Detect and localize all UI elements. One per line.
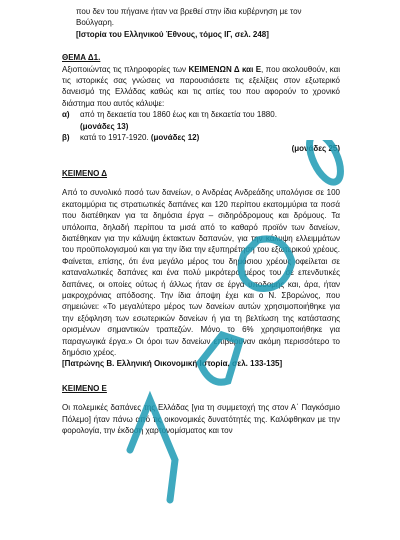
question-b-text <box>80 132 340 143</box>
theme-intro-a: Αξιοποιώντας τις πληροφορίες των <box>62 64 189 74</box>
question-a <box>62 109 340 132</box>
top-source: [Ιστορία του Ελληνικού Έθνους, τόμος ΙΓ, σελ. 248] <box>76 29 269 39</box>
question-a-text <box>80 109 340 132</box>
question-b <box>62 132 340 143</box>
text-d-source: [Πατρώνης Β. Ελληνική Οικονομική Ιστορία, σελ. 133-135] <box>62 359 283 369</box>
theme-intro-c: , που ακολουθούν, και τις ιστορικές σας γνώσεις να παρουσιάσετε τις εξελίξεις στον εξωτερικό δανεισμό της Ελλάδας καθώς και τις αιτίες του που αφορούν το χρονικό διάστημα που αυτός κάλυψε: <box>62 64 340 108</box>
question-a-body: από τη δεκαετία του 1860 έως και τη δεκαετία του 1880. <box>80 110 277 120</box>
theme-intro-b: ΚΕΙΜΕΝΩΝ Δ και Ε <box>188 64 262 74</box>
question-b-marks: (μονάδες 12) <box>150 133 200 143</box>
text-e-body: Οι πολεμικές δαπάνες της Ελλάδας [για τη συμμετοχή της στον Α΄ Παγκόσμιο Πόλεμο] ήταν πάνω από τις οικονομικές δυνατότητές της. Καλύφθηκαν με την φορολογία, την έκδοση χαρτονομίσματος και τον <box>62 403 340 435</box>
text-d-body: Από το συνολικό ποσό των δανείων, ο Ανδρέας Ανδρεάδης υπολόγισε σε 100 εκατομμύρια τις στρατιωτικές δαπάνες και 120 περίπου εκατομμύρια τα ποσά που διατέθηκαν για τα δημόσια έργα – σιδηρόδρομους και δρόμους. Τα υπόλοιπα, δηλαδή περίπου τα μισά από το καθαρό προϊόν των δανείων, διατέθηκαν για την κάλυψη έκτακτων δαπανών, για την κάλυψη ελλειμμάτων του προϋπολογισμού και για την ίδια την εξυπηρέτηση του εξωτερικού χρέους. Φαίνεται, επίσης, ότι ένα μεγάλο μέρος του δημόσιου χρέους οφείλεται σε καταναλωτικές δαπάνες και ένα πολύ μικρότερο μέρος του σε επενδυτικές δαπάνες, οι οποίες ούτως ή άλλως ήταν σε έργα υποδομής και, άρα, ήταν μακροχρόνιας απόδοσης. Την ίδια άποψη έχει και ο Ν. Σβορώνος, που σημειώνει: «Το μεγαλύτερο μέρος των δανείων αυτών χρησιμοποιήθηκε για την εξόφληση των εσωτερικών δανείων ή για τη βελτίωση της κατάστασης ορισμένων σημαντικών τραπεζών. Μόνο το 6% χρησιμοποιήθηκε για παραγωγικά έργα.» Οι όροι των δανείων επιβάρυναν ακόμη περισσότερο το δημόσιο χρέος. <box>62 188 340 357</box>
theme-title: ΘΕΜΑ Δ1. <box>62 53 101 63</box>
question-b-label: β) <box>62 133 70 143</box>
total-marks: (μονάδες 25) <box>291 144 340 154</box>
question-b-body: κατά το 1917-1920. <box>80 133 151 143</box>
question-a-label: α) <box>62 110 70 120</box>
theme-intro <box>62 64 340 110</box>
text-d-title: ΚΕΙΜΕΝΟ Δ <box>62 168 108 178</box>
document-page <box>62 6 340 436</box>
question-a-marks: (μονάδες 13) <box>80 121 129 131</box>
text-e-title: ΚΕΙΜΕΝΟ Ε <box>62 383 107 393</box>
top-line-2: Βούλγαρη. <box>76 18 115 28</box>
top-line-1: που δεν του πήγαινε ήταν να βρεθεί στην ίδια κυβέρνηση με τον <box>76 7 302 16</box>
